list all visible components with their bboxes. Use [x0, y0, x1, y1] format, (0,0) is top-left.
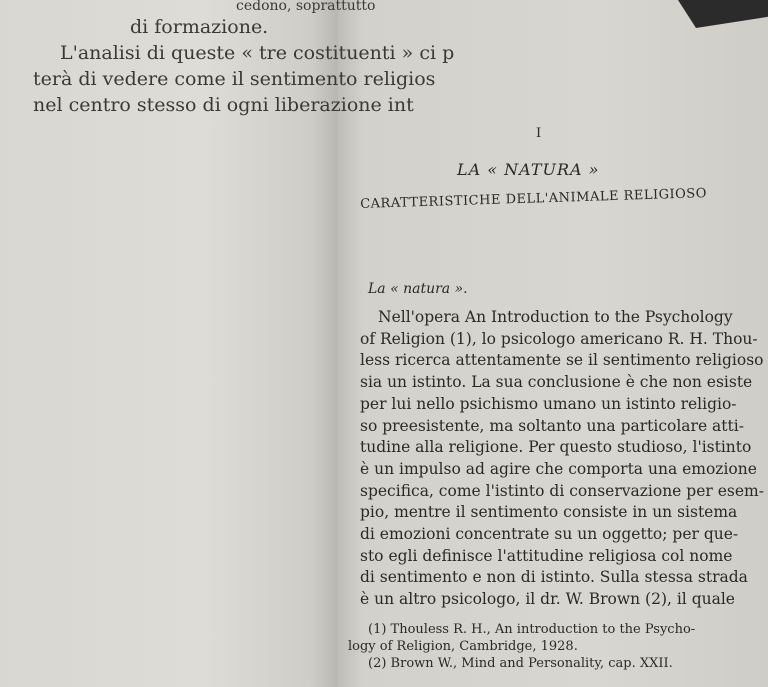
left-line: terà di vedere come il sentimento religios: [33, 68, 436, 90]
body-line: pio, mentre il sentimento consiste in un sistema: [360, 503, 738, 522]
chapter-title: LA « NATURA »: [457, 160, 600, 179]
left-line: di formazione.: [130, 16, 269, 38]
body-line: è un altro psicologo, il dr. W. Brown (2), il quale: [360, 590, 735, 609]
body-line: of Religion (1), lo psicologo americano R. H. Thou-: [360, 329, 758, 348]
body-line: di sentimento e non di istinto. Sulla stessa strada: [360, 568, 748, 587]
body-line: Nell'opera An Introduction to the Psychology: [378, 308, 733, 326]
body-line: sto egli definisce l'attitudine religiosa col nome: [360, 546, 733, 565]
footnote-1: (1) Thouless R. H., An introduction to the Psycho-: [368, 622, 696, 637]
body-line: specifica, come l'istinto di conservazione per esem-: [360, 481, 764, 500]
chapter-number: I: [536, 126, 542, 141]
footnote-1-continued: logy of Religion, Cambridge, 1928.: [348, 639, 578, 654]
left-line: nel centro stesso di ogni liberazione int: [33, 94, 414, 116]
body-line: so preesistente, ma soltanto una particolare atti-: [360, 416, 744, 435]
footnote-2: (2) Brown W., Mind and Personality, cap. XXII.: [368, 656, 673, 671]
body-line: per lui nello psichismo umano un istinto religio-: [360, 394, 737, 413]
body-line: è un impulso ad agire che comporta una emozione: [360, 459, 757, 478]
left-line: L'analisi di queste « tre costituenti » ci p: [60, 42, 455, 64]
body-line: tudine alla religione. Per questo studioso, l'istinto: [360, 438, 752, 457]
chapter-subtitle: CARATTERISTICHE DELL'ANIMALE RELIGIOSO: [360, 186, 708, 212]
body-line: sia un istinto. La sua conclusione è che non esiste: [360, 373, 753, 392]
body-line: di emozioni concentrate su un oggetto; per que-: [360, 525, 739, 543]
body-line: less ricerca attentamente se il sentimento religioso: [360, 351, 764, 370]
section-heading: La « natura ».: [368, 281, 468, 297]
left-line: cedono, soprattutto: [236, 0, 376, 14]
